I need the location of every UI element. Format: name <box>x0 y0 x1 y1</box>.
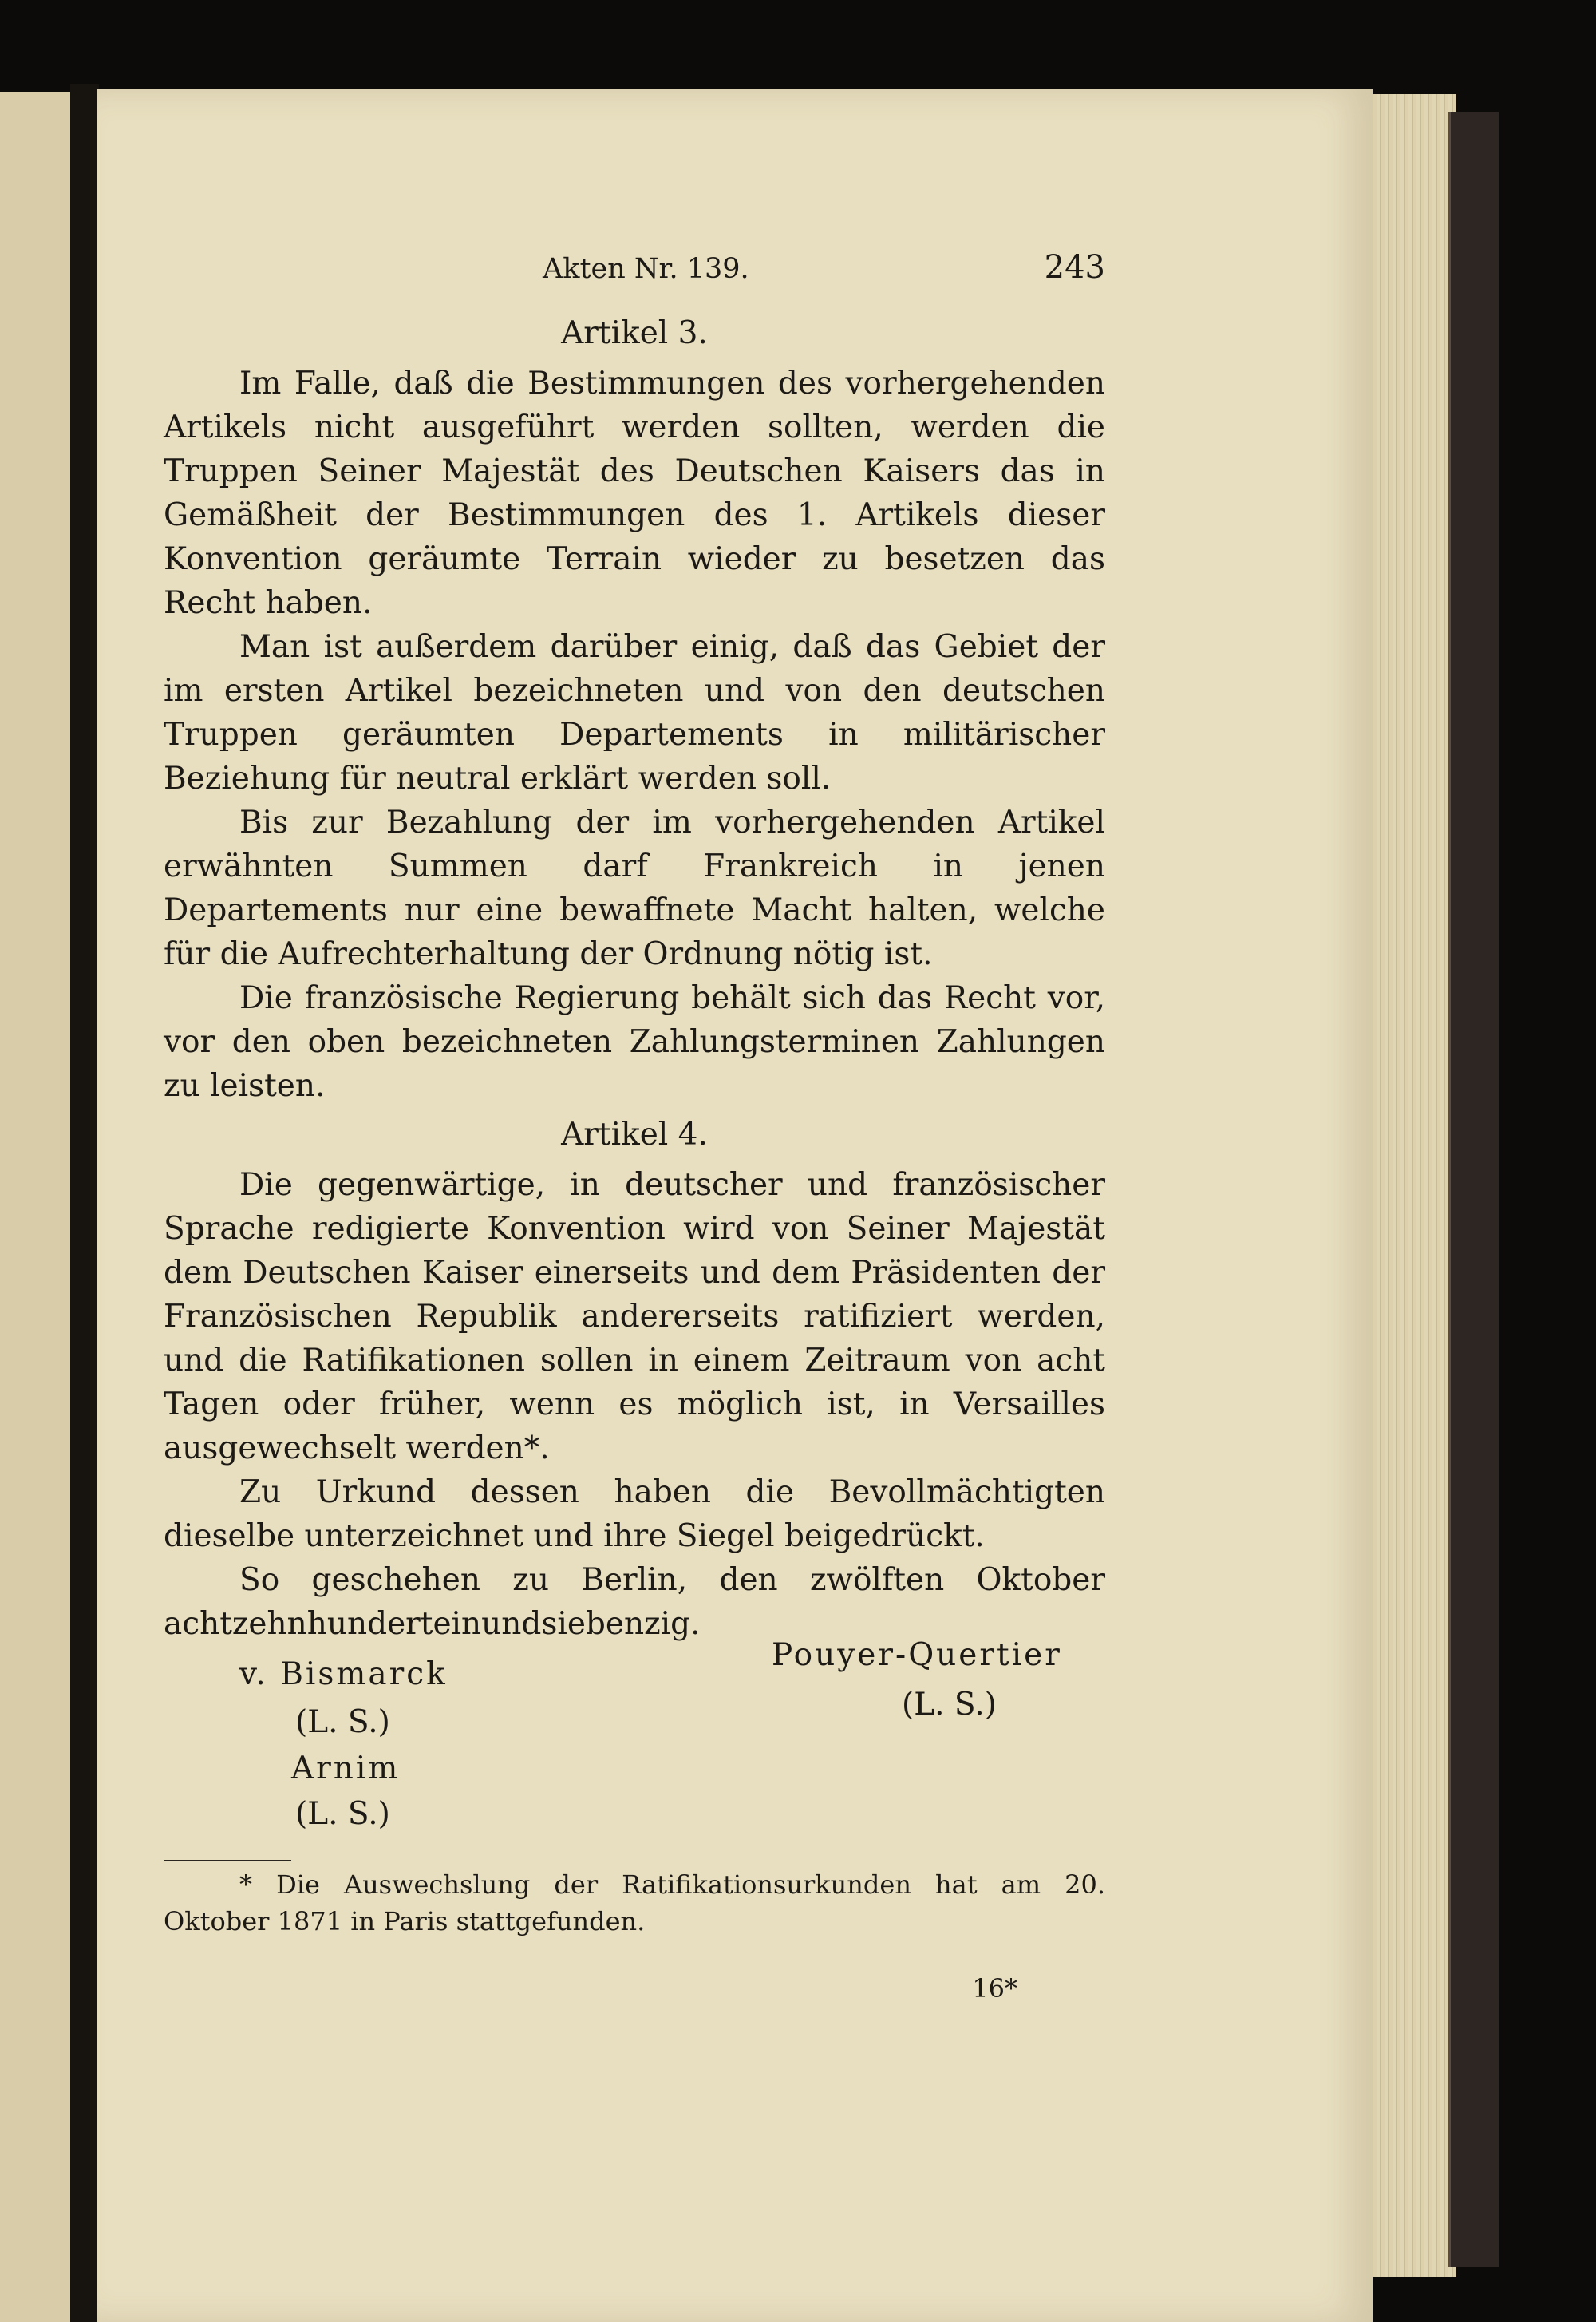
page-number: 243 <box>1044 249 1105 286</box>
signature-block <box>164 1637 1105 1844</box>
signature-bismarck: v. Bismarck <box>239 1656 448 1692</box>
seal-bismarck: (L. S.) <box>295 1704 390 1740</box>
signature-pouyer-quertier: Pouyer-Quertier <box>772 1637 1062 1673</box>
previous-page-edge <box>0 92 76 2322</box>
article-3-paragraph-1: Im Falle, daß die Bestimmungen des vorhergehenden Artikels nicht ausgeführt werden sollten, werden die Truppen Seiner Majestät des Deutschen Kaisers das in Gemäßheit der Bestimmungen des 1. Artikels dieser Konvention geräumte Terrain wieder zu besetzen das Recht haben. <box>164 366 1105 621</box>
page-edges <box>1361 94 1456 2277</box>
book-gutter <box>70 84 99 2322</box>
book-cover-edge <box>1448 112 1499 2267</box>
article-4-paragraph-3: So geschehen zu Berlin, den zwölften Oktober achtzehnhunderteinundsiebenzig. <box>164 1562 1105 1642</box>
footnote: * Die Auswechslung der Ratifikationsurkunden hat am 20. Oktober 1871 in Paris stattgefunden. <box>164 1869 1105 1936</box>
page-header <box>164 239 1105 287</box>
running-head: Akten Nr. 139. <box>543 253 749 285</box>
signature-arnim: Arnim <box>291 1750 401 1786</box>
article-4-paragraph-1: Die gegenwärtige, in deutscher und französischer Sprache redigierte Konvention wird von Seiner Majestät dem Deutschen Kaiser einerseits und dem Präsidenten der Französischen Republik andererseits ratifiziert werden, und die Ratifikationen sollen in einem Zeitraum von acht Tagen oder früher, wenn es möglich ist, in Versailles ausgewechselt werden*. <box>164 1167 1105 1466</box>
printer-signature-mark: 16* <box>972 1973 1017 2004</box>
article-4-paragraph-2: Zu Urkund dessen haben die Bevollmächtigten dieselbe unterzeichnet und ihre Siegel beigedrückt. <box>164 1474 1105 1554</box>
article-3-paragraph-3: Bis zur Bezahlung der im vorhergehenden Artikel erwähnten Summen darf Frankreich in jenen Departements nur eine bewaffnete Macht halten, welche für die Aufrechterhaltung der Ordnung nötig ist. <box>164 805 1105 972</box>
seal-pouyer-quertier: (L. S.) <box>902 1687 997 1723</box>
article-3-title: Artikel 3. <box>561 315 708 351</box>
article-3-paragraph-4: Die französische Regierung behält sich das Recht vor, vor den oben bezeichneten Zahlungsterminen Zahlungen zu leisten. <box>164 980 1105 1104</box>
footnote-rule <box>164 1860 291 1861</box>
article-4-title: Artikel 4. <box>561 1117 708 1153</box>
seal-arnim: (L. S.) <box>295 1796 390 1832</box>
article-3-paragraph-2: Man ist außerdem darüber einig, daß das Gebiet der im ersten Artikel bezeichneten und von den deutschen Truppen geräumten Departements in militärischer Beziehung für neutral erklärt werden soll. <box>164 629 1105 797</box>
page-content <box>164 239 1105 2004</box>
